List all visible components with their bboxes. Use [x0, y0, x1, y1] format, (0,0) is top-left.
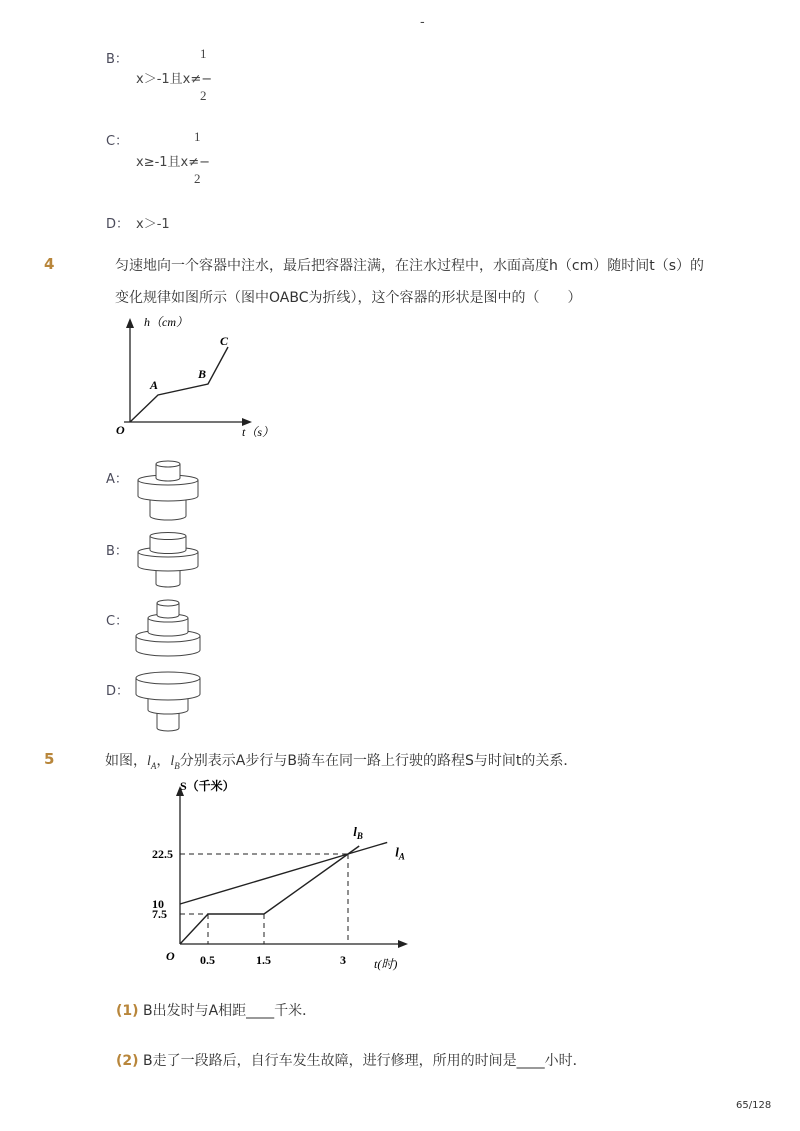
q5-series-label-l-a: $l_A$	[395, 844, 405, 862]
q5-subquestion-1	[116, 1000, 316, 1020]
q3-option-b-expr: x＞-1且x≠−	[136, 72, 213, 87]
q5-sub2-text: B走了一段路后，自行车发生故障，进行修理，所用的时间是____小时．	[143, 1053, 587, 1069]
question-4-number: 4	[44, 255, 55, 273]
q3-option-d-expr: x＞-1	[136, 217, 170, 232]
q5-y-tick-label: 10	[152, 897, 164, 911]
q4-option-b-container-shape	[130, 530, 210, 592]
q5-sub1-text: B出发时与A相距____千米．	[143, 1003, 317, 1019]
q5-series-label-l-b: $l_B$	[353, 824, 363, 841]
question-5-text	[105, 750, 577, 771]
q4-x-axis-label: t（s）	[242, 425, 275, 439]
q5-y-tick-label: 7.5	[152, 907, 167, 921]
q3-option-c-frac-num: 1	[194, 129, 201, 144]
q4-option-d-label: D：	[106, 684, 130, 699]
header-mark: -	[420, 15, 425, 30]
q5-stem-after: 分别表示A步行与B骑车在同一路上行驶的路程S与时间t的关系．	[179, 753, 578, 769]
q5-distance-time-chart	[150, 772, 420, 977]
question-5-number: 5	[44, 750, 55, 768]
q3-option-c-frac-den: 2	[194, 171, 201, 186]
q4-y-axis-arrow	[126, 318, 134, 328]
q5-series-label-subscript: B	[356, 831, 363, 841]
q4-option-b-label: B：	[106, 544, 128, 559]
q5-series-label-subscript: A	[398, 851, 405, 862]
q4-polyline-oabc	[130, 347, 228, 422]
q4-option-c-container-shape	[130, 598, 210, 662]
q4-option-a-container-shape	[130, 458, 210, 524]
q5-la-symbol	[147, 754, 156, 769]
q4-origin-label: O	[116, 423, 125, 437]
page-number: 65/128	[736, 1100, 772, 1111]
q5-lb-sub: B	[174, 760, 180, 771]
q4-point-c-label: C	[220, 334, 229, 348]
q5-x-tick-label: 0.5	[200, 953, 215, 967]
q5-series-line-l-a	[180, 842, 387, 904]
q5-stem-sep: ，	[156, 753, 171, 769]
q5-sub1-number: (1)	[116, 1003, 139, 1019]
q4-height-time-graph	[110, 312, 280, 447]
q3-option-d-label: D：	[106, 217, 130, 232]
q5-la-sub: A	[150, 760, 157, 771]
q5-subquestion-2	[116, 1050, 587, 1070]
q3-option-b-frac-num: 1	[200, 46, 207, 61]
q5-y-axis-label: S（千米）	[180, 779, 235, 793]
q4-option-c-label: C：	[106, 614, 129, 629]
q5-x-axis-arrow	[398, 940, 408, 948]
question-4-text-line1: 匀速地向一个容器中注水，最后把容器注满，在注水过程中，水面高度h（cm）随时间t（s）的	[115, 258, 704, 274]
q5-lb-symbol	[170, 754, 179, 769]
q3-option-c-label: C：	[106, 134, 129, 149]
q3-option-b-label: B：	[106, 52, 128, 67]
q5-sub2-number: (2)	[116, 1053, 139, 1069]
q5-x-axis-label: t(时)	[374, 957, 398, 971]
q4-point-a-label: A	[150, 378, 159, 392]
q4-y-axis-label: h（cm）	[144, 315, 188, 329]
q5-lb-base: l	[170, 754, 175, 769]
q3-option-b-frac-den: 2	[200, 88, 207, 103]
q5-y-tick-label: 22.5	[152, 847, 173, 861]
q5-stem-before: 如图，	[105, 753, 147, 769]
q4-point-b-label: B	[198, 367, 207, 381]
q5-la-base: l	[147, 754, 151, 769]
q5-x-tick-label: 3	[340, 953, 346, 967]
q5-x-tick-label: 1.5	[256, 953, 271, 967]
q4-option-a-label: A：	[106, 472, 128, 487]
question-4-text-line2: 变化规律如图所示（图中OABC为折线），这个容器的形状是图中的（ ）	[115, 290, 582, 306]
q5-series-line-l-b	[180, 846, 359, 944]
q3-option-c-expr: x≥-1且x≠−	[136, 155, 211, 170]
q5-origin-label: O	[166, 949, 175, 963]
q4-option-d-container-shape	[130, 670, 210, 736]
